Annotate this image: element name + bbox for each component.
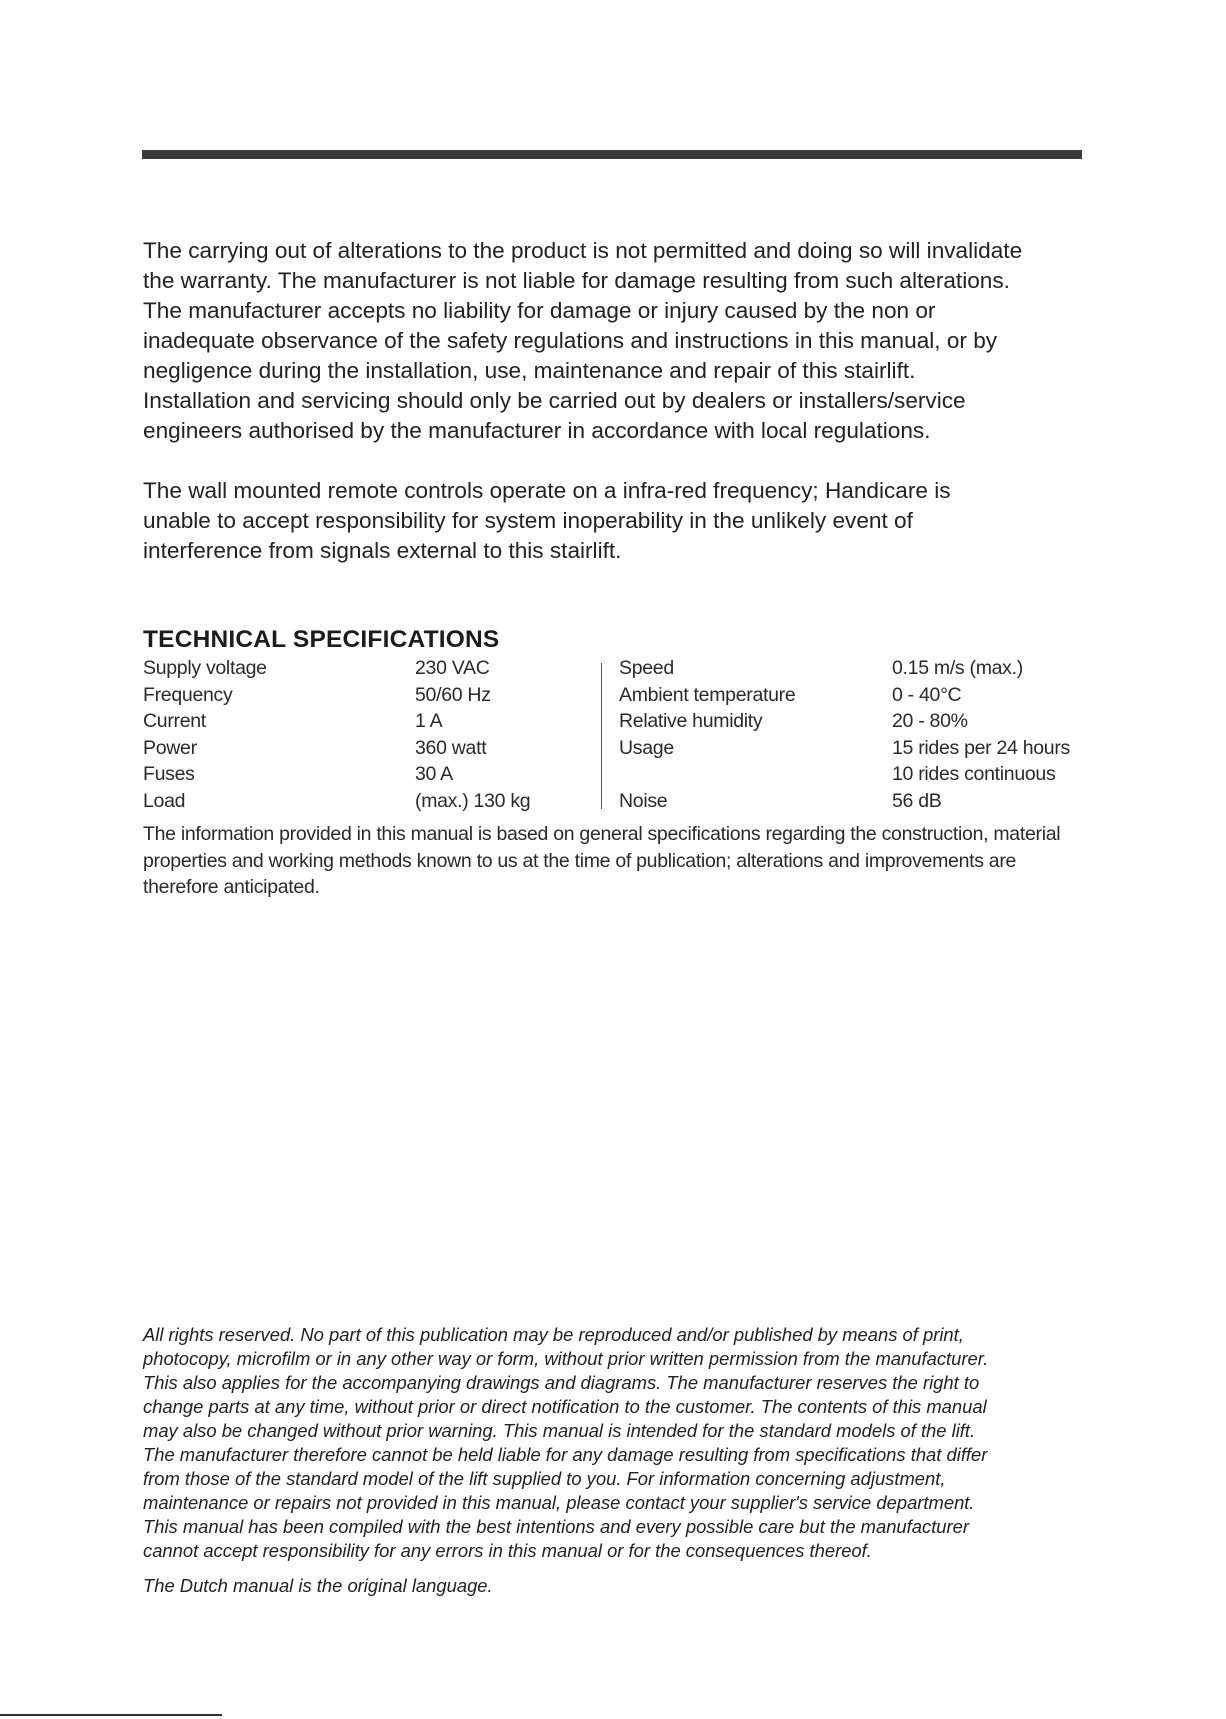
spec-row (143, 708, 1083, 734)
spec-row (143, 761, 1083, 787)
rights-line: from those of the standard model of the lift supplied to you. For information concerning adjustment, (143, 1468, 946, 1489)
spec-label: Fuses (143, 763, 195, 785)
spec-label: Speed (619, 657, 674, 679)
note-line: The information provided in this manual is based on general specifications regarding the construction, material (143, 823, 1061, 845)
spec-row (143, 655, 1083, 681)
spec-value: 10 rides continuous (892, 763, 1056, 785)
spec-value: 20 - 80% (892, 710, 968, 732)
warranty-line: The manufacturer accepts no liability for damage or injury caused by the non or (143, 298, 936, 323)
spec-label: Current (143, 710, 206, 732)
warranty-line: inadequate observance of the safety regulations and instructions in this manual, or by (143, 328, 998, 353)
spec-value: 56 dB (892, 789, 942, 812)
warranty-line: the warranty. The manufacturer is not liable for damage resulting from such alterations. (143, 268, 1010, 293)
spec-row (143, 735, 1083, 761)
spec-value: 0.15 m/s (max.) (892, 657, 1023, 679)
note-line: therefore anticipated. (143, 876, 320, 898)
warranty-line: The carrying out of alterations to the product is not permitted and doing so will invalidate (143, 238, 1023, 263)
specifications-table (143, 655, 1083, 815)
spec-label: Usage (619, 736, 674, 759)
header-rule (142, 150, 1082, 159)
remote-control-line: The wall mounted remote controls operate on a infra-red frequency; Handicare is (143, 478, 951, 503)
spec-label: Power (143, 736, 197, 759)
rights-reserved-notice (143, 1323, 1093, 1563)
remote-control-line: interference from signals external to this stairlift. (143, 538, 622, 563)
specifications-note (143, 821, 1093, 901)
rights-line: photocopy, microfilm or in any other way or form, without prior written permission from the manufacturer. (143, 1348, 989, 1369)
rights-line: change parts at any time, without prior or direct notification to the customer. The contents of this manual (143, 1396, 987, 1417)
rights-line: maintenance or repairs not provided in this manual, please contact your supplier's service department. (143, 1492, 975, 1513)
remote-control-paragraph (143, 476, 1083, 566)
original-language-note: The Dutch manual is the original language. (143, 1575, 493, 1596)
remote-control-line: unable to accept responsibility for system inoperability in the unlikely event of (143, 508, 913, 533)
warranty-paragraph (143, 236, 1083, 446)
rights-line: may also be changed without prior warning. This manual is intended for the standard models of the lift. (143, 1420, 976, 1441)
spec-label: Frequency (143, 683, 233, 706)
specifications-heading: TECHNICAL SPECIFICATIONS (143, 626, 500, 653)
warranty-line: engineers authorised by the manufacturer in accordance with local regulations. (143, 418, 931, 443)
spec-label: Ambient temperature (619, 683, 796, 706)
spec-label: Noise (619, 789, 668, 812)
spec-value: 30 A (415, 763, 453, 785)
note-line: properties and working methods known to us at the time of publication; alterations and improvements are (143, 849, 1017, 872)
rights-line: This also applies for the accompanying drawings and diagrams. The manufacturer reserves the right to (143, 1372, 980, 1393)
bottom-edge-rule (0, 1714, 222, 1716)
spec-value: 0 - 40°C (892, 683, 962, 706)
warranty-line: negligence during the installation, use, maintenance and repair of this stairlift. (143, 358, 916, 383)
spec-value: 1 A (415, 710, 443, 732)
rights-line: The manufacturer therefore cannot be held liable for any damage resulting from specifications that differ (143, 1444, 988, 1465)
rights-line: All rights reserved. No part of this publication may be reproduced and/or published by means of print, (143, 1324, 964, 1345)
spec-row (143, 788, 1083, 814)
spec-value: 15 rides per 24 hours (892, 736, 1070, 759)
rights-line: This manual has been compiled with the best intentions and every possible care but the manufacturer (143, 1516, 970, 1537)
spec-label: Relative humidity (619, 710, 763, 732)
spec-value: 50/60 Hz (415, 683, 491, 706)
spec-label: Supply voltage (143, 657, 267, 679)
rights-line: cannot accept responsibility for any errors in this manual or for the consequences thereof. (143, 1540, 872, 1561)
warranty-line: Installation and servicing should only be carried out by dealers or installers/service (143, 388, 966, 413)
spec-value: 360 watt (415, 736, 487, 759)
spec-row (143, 682, 1083, 708)
spec-label: Load (143, 789, 186, 812)
spec-value: 230 VAC (415, 657, 490, 679)
spec-value: (max.) 130 kg (415, 789, 531, 812)
